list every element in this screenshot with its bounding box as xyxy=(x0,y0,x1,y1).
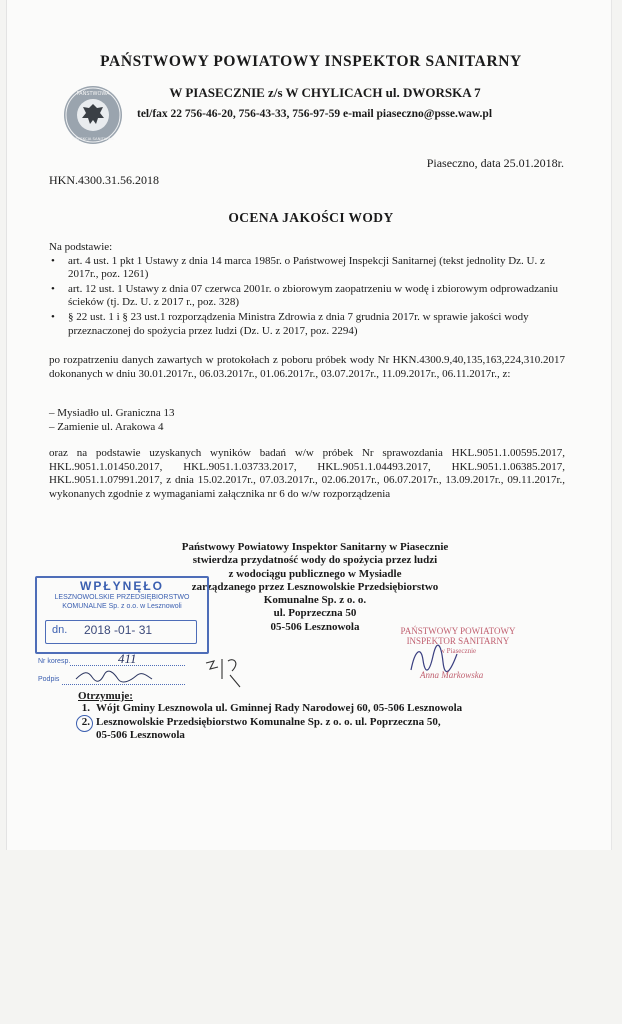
authority-contact: tel/fax 22 756-46-20, 756-43-33, 756-97-59 e-mail piaseczno@psse.waw.pl xyxy=(137,108,493,120)
authority-address: W PIASECZNIE z/s W CHYLICACH ul. DWORSKA 7 xyxy=(169,85,481,100)
document-title: OCENA JAKOŚCI WODY xyxy=(228,210,394,225)
recipient-text: Wójt Gminy Lesznowola ul. Gminnej Rady Narodowej 60, 05-506 Lesznowola xyxy=(96,702,463,714)
basis-item: • art. 12 ust. 1 Ustawy z dnia 07 czerwca 2001r. o zbiorowym zaopatrzeniu w wodę i zbiorowym odprowadzaniu ścieków (tj. Dz. U. z 2017 r., poz. 328) xyxy=(49,283,569,310)
location-item: – Zamienie ul. Arakowa 4 xyxy=(49,420,164,433)
recipient-item xyxy=(68,716,588,730)
basis-item: • art. 4 ust. 1 pkt 1 Ustawy z dnia 14 marca 1985r. o Państwowej Inspekcji Sanitarnej (tekst jednolity Dz. U. z 2017r., poz. 1261) xyxy=(49,255,569,282)
stamp-org-line: KOMUNALNE Sp. z o.o. w Lesznowoli xyxy=(62,603,182,610)
place-date: Piaseczno, data 25.01.2018r. xyxy=(426,156,564,170)
circled-mark xyxy=(76,715,93,732)
recipient-number-text: 2. xyxy=(81,715,90,728)
recipient-number xyxy=(68,716,90,730)
seal-text-top: PAŃSTWOWA xyxy=(76,91,110,97)
seal-text-bottom: INSPEKCJA SANITARNA xyxy=(71,136,115,141)
decision-line: 05-506 Lesznowola xyxy=(270,620,360,633)
decision-line: zarządzanego przez Lesznowolskie Przedsiębiorstwo xyxy=(191,580,439,593)
decision-line: z wodociągu publicznego w Mysiadle xyxy=(228,567,402,580)
recipients-list xyxy=(68,702,588,743)
basis-intro: Na podstawie: xyxy=(49,241,113,253)
decision-line: stwierdza przydatność wody do spożycia przez ludzi xyxy=(192,554,438,567)
eagle-seal-icon xyxy=(63,85,123,145)
stamp-org-line: LESZNOWOLSKIE PRZEDSIĘBIORSTWO xyxy=(54,594,190,601)
location-item: – Mysiadło ul. Graniczna 13 xyxy=(49,407,175,419)
stamp-koresp-value: 411 xyxy=(118,651,137,666)
decision-line: ul. Poprzeczna 50 xyxy=(273,607,357,620)
authority-title: PAŃSTWOWY POWIATOWY INSPEKTOR SANITARNY xyxy=(100,53,522,70)
locations-list xyxy=(49,407,349,434)
recipient-text: Lesznowolskie Przedsiębiorstwo Komunalne Sp. z o. o. ul. Poprzeczna 50, xyxy=(96,715,441,728)
decision-line: Komunalne Sp. z o. o. xyxy=(263,594,367,607)
stamp-podpis-label: Podpis xyxy=(38,676,60,683)
basis-item: • § 22 ust. 1 i § 23 ust.1 rozporządzenia Ministra Zdrowia z dnia 7 grudnia 2017r. w sprawie jakości wody przeznaczonej do spożycia przez ludzi (Dz. U. z 2017, poz. 2294) xyxy=(49,311,569,338)
samples-paragraph: po rozpatrzeniu danych zawartych w protokołach z poboru próbek wody Nr HKN.4300.9,40,135,163,224,310.2017 dokonanych w dniu 30.01.2017r., 06.03.2017r., 01.06.2017r., 03.07.2017r., 11.09.2017r., 06.11.2017r., z: xyxy=(49,354,565,380)
stamp-koresp-label: Nr koresp. xyxy=(38,658,71,665)
recipient-text-continued: 05-506 Lesznowola xyxy=(96,729,185,741)
inspector-stamp-line: PAŃSTWOWY POWIATOWY xyxy=(400,626,516,636)
stamp-title: WPŁYNĘŁO xyxy=(80,579,164,593)
recipient-item xyxy=(68,702,588,716)
basis-section xyxy=(49,241,569,339)
inspector-stamp-line: INSPEKTOR SANITARNY xyxy=(406,636,510,646)
stamp-date-value: 2018 -01- 31 xyxy=(84,623,153,637)
results-paragraph: oraz na podstawie uzyskanych wyników badań w/w próbek Nr sprawozdania HKL.9051.1.00595.2017, HKL.9051.1.01450.2017, HKL.9051.1.03733.2017, HKL.9051.1.04493.2017, HKL.9051.1.06385.2017, HKL.9051.1.07991.2017, z dnia 15.02.2017r., 07.03.2017r., 02.06.2017r., 06.07.2017r., 13.09.2017r., 09.11.2017r., wykonanych zgodnie z wymaganiami załącznika nr 6 do w/w rozporządzenia xyxy=(49,447,565,500)
inspector-stamp-line: w Piasecznie xyxy=(439,647,477,655)
handwritten-mark xyxy=(200,653,248,693)
podpis-signature xyxy=(74,667,154,685)
inspector-name: Anna Markowska xyxy=(420,670,484,680)
reference-number: HKN.4300.31.56.2018 xyxy=(49,173,159,187)
stamp-date-label: dn. xyxy=(52,624,68,636)
decision-line: Państwowy Powiatowy Inspektor Sanitarny w Piasecznie xyxy=(181,541,449,553)
recipients-label: Otrzymuje: xyxy=(78,690,133,702)
recipient-number: 1. xyxy=(81,702,90,714)
